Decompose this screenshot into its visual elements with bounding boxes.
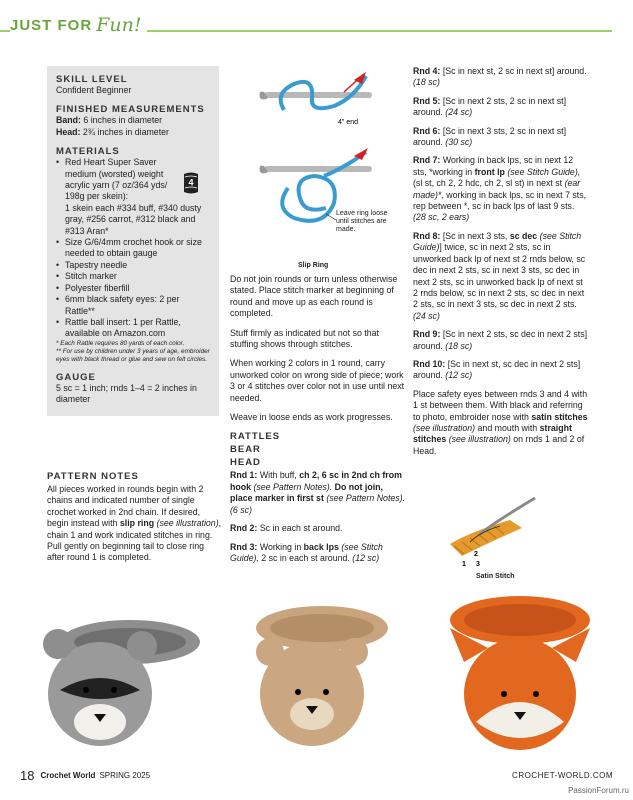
sidebar-column [47, 66, 219, 416]
leave-ring-label: Leave ring loose until stitches are made. [336, 210, 388, 233]
instructions-column-3 [413, 66, 589, 465]
note-stuff: Stuff firmly as indicated but not so that stuffing shows through stitches. [230, 327, 379, 350]
material-hook: • Size G/6/4mm crochet hook or size needed to obtain gauge [56, 237, 210, 260]
round-4: Rnd 4: [Sc in next st, 2 sc in next st] around. (18 sc) [413, 66, 587, 88]
gauge-text: 5 sc = 1 inch; rnds 1–4 = 2 inches in diameter [56, 382, 197, 405]
note-colors: When working 2 colors in 1 round, carry unworked color on wrong side of piece; work 3 or 4 stitches over color not in use until next needed. [230, 358, 405, 403]
material-needle: • Tapestry needle [56, 260, 210, 271]
skill-level: Confident Beginner [56, 85, 132, 95]
round-1: Rnd 1: With buff, ch 2, 6 sc in 2nd ch from hook (see Pattern Notes). Do not join, place marker in first st (see Pattern Notes). (6 sc) [230, 470, 406, 515]
material-yarn: • Red Heart Super Saver medium (worsted) weight acrylic yarn (7 oz/364 yds/ 198g per skein): [56, 157, 210, 203]
section-header [10, 14, 147, 36]
material-yarn-colors: 1 skein each #334 buff, #340 dusty gray, #256 carrot, #312 black and #313 Aran* [65, 202, 202, 236]
satin-stitch-caption: Satin Stitch [476, 573, 515, 580]
round-2: Rnd 2: Sc in each st around. [230, 523, 343, 534]
pattern-notes-heading: PATTERN NOTES [47, 471, 139, 482]
finished-heading: FINISHED MEASUREMENTS [56, 104, 205, 116]
satin-stitch-illustration [440, 492, 540, 572]
raccoon-rattle-photo [20, 582, 210, 762]
note-weave: Weave in loose ends as work progresses. [230, 412, 393, 423]
pattern-notes [47, 471, 223, 572]
round-3: Rnd 3: Working in back lps (see Stitch Guide), 2 sc in each st around. (12 sc) [230, 541, 383, 563]
slip-ring-illustration-top [254, 68, 374, 130]
rattles-heading: RATTLES [230, 431, 281, 443]
instructions-column-2 [230, 274, 406, 571]
yarn-weight-icon [180, 171, 202, 195]
issue-date: SPRING 2025 [99, 771, 151, 780]
head-size: Head: 2¾ inches in diameter [56, 126, 169, 137]
note-join: Do not join rounds or turn unless otherwise stated. Place stitch marker at beginning of round and move up as each round is completed. [230, 274, 398, 319]
round-6: Rnd 6: [Sc in next 3 sts, 2 sc in next st] around. (30 sc) [413, 125, 567, 148]
bear-heading: BEAR [230, 444, 261, 456]
round-9: Rnd 9: [Sc in next 2 sts, sc dec in next 2 sts] around. (18 sc) [413, 329, 588, 351]
note-child-safety: ** For use by children under 3 years of age, embroider eyes with black thread or glue and sew on felt circles. [56, 347, 210, 363]
bear-rattle-photo [222, 582, 412, 762]
finish-instructions: Place safety eyes between rnds 3 and 4 with 1 st between them. With black and referring to photo, embroider nose with satin stitches (see illustration) and mouth with straight stitches (see illustration) on rnds 1 and 2 of Head. [413, 388, 588, 456]
watermark: PassionForum.ru [568, 786, 629, 795]
info-box [47, 66, 219, 416]
end-label: 4" end [338, 119, 359, 126]
page-number: 18 [20, 768, 35, 783]
satin-num-2: 2 [474, 551, 478, 558]
material-eyes: • 6mm black safety eyes: 2 per Rattle** [56, 294, 210, 317]
fox-rattle-photo [428, 582, 618, 762]
magazine-name: Crochet World [40, 771, 96, 780]
head-heading: HEAD [230, 457, 261, 469]
yarn-weight-number: 4 [188, 177, 194, 188]
band-size: Band: 6 inches in diameter [56, 115, 163, 126]
round-7: Rnd 7: Working in back lps, sc in next 12 sts, *working in front lp (see Stitch Guide), (sl st, ch 2, 2 hdc, ch 2, sl st) in next st (ear made)*, working in back lps, sc in next 7 sts, rep between *, sc in back lps of last 9 sts. (28 sc, 2 ears) [413, 155, 587, 223]
materials-heading: MATERIALS [56, 146, 120, 158]
material-fiberfill: • Polyester fiberfill [56, 283, 210, 294]
header-fun: Fun! [96, 14, 147, 36]
skill-heading: SKILL LEVEL [56, 74, 128, 85]
material-rattle: • Rattle ball insert: 1 per Rattle, available on Amazon.com [56, 317, 210, 340]
pattern-notes-text: All pieces worked in rounds begin with 2 chains and indicated number of single crochet worked in 2nd chain. If desired, begin instead with slip ring (see illustration), chain 1 and work indicated stitches in ring. Pull gently on beginning tail to close ring after round 1 is completed. [47, 484, 222, 563]
satin-num-3: 3 [476, 561, 480, 568]
note-rattle-yards: * Each Rattle requires 80 yards of each color. [56, 339, 185, 347]
material-marker: • Stitch marker [56, 271, 210, 282]
page-footer [20, 768, 613, 783]
header-just-for: JUST FOR [10, 17, 96, 34]
website-link[interactable]: CROCHET-WORLD.COM [512, 771, 613, 780]
slip-ring-illustration-bottom [254, 148, 414, 254]
satin-num-1: 1 [462, 561, 466, 568]
slip-ring-caption: Slip Ring [298, 262, 329, 269]
round-10: Rnd 10: [Sc in next st, sc dec in next 2 sts] around. (12 sc) [413, 358, 581, 381]
round-5: Rnd 5: [Sc in next 2 sts, 2 sc in next st] around. (24 sc) [413, 95, 567, 118]
gauge-heading: GAUGE [56, 371, 96, 383]
round-8: Rnd 8: [Sc in next 3 sts, sc dec (see Stitch Guide)] twice, sc in next 2 sts, sc in unworked back lp of next st 2 rnds below, sc dec in next 2 sts, sc in next 3 sts, sc dec in next 2 sts, sc in unworked back lp of next st 2 rnds below, sc in next 2 sts, sc dec in next 2 sts, sc in next 3 sts, sc dec in next 2 sts. (24 sc) [413, 230, 586, 321]
